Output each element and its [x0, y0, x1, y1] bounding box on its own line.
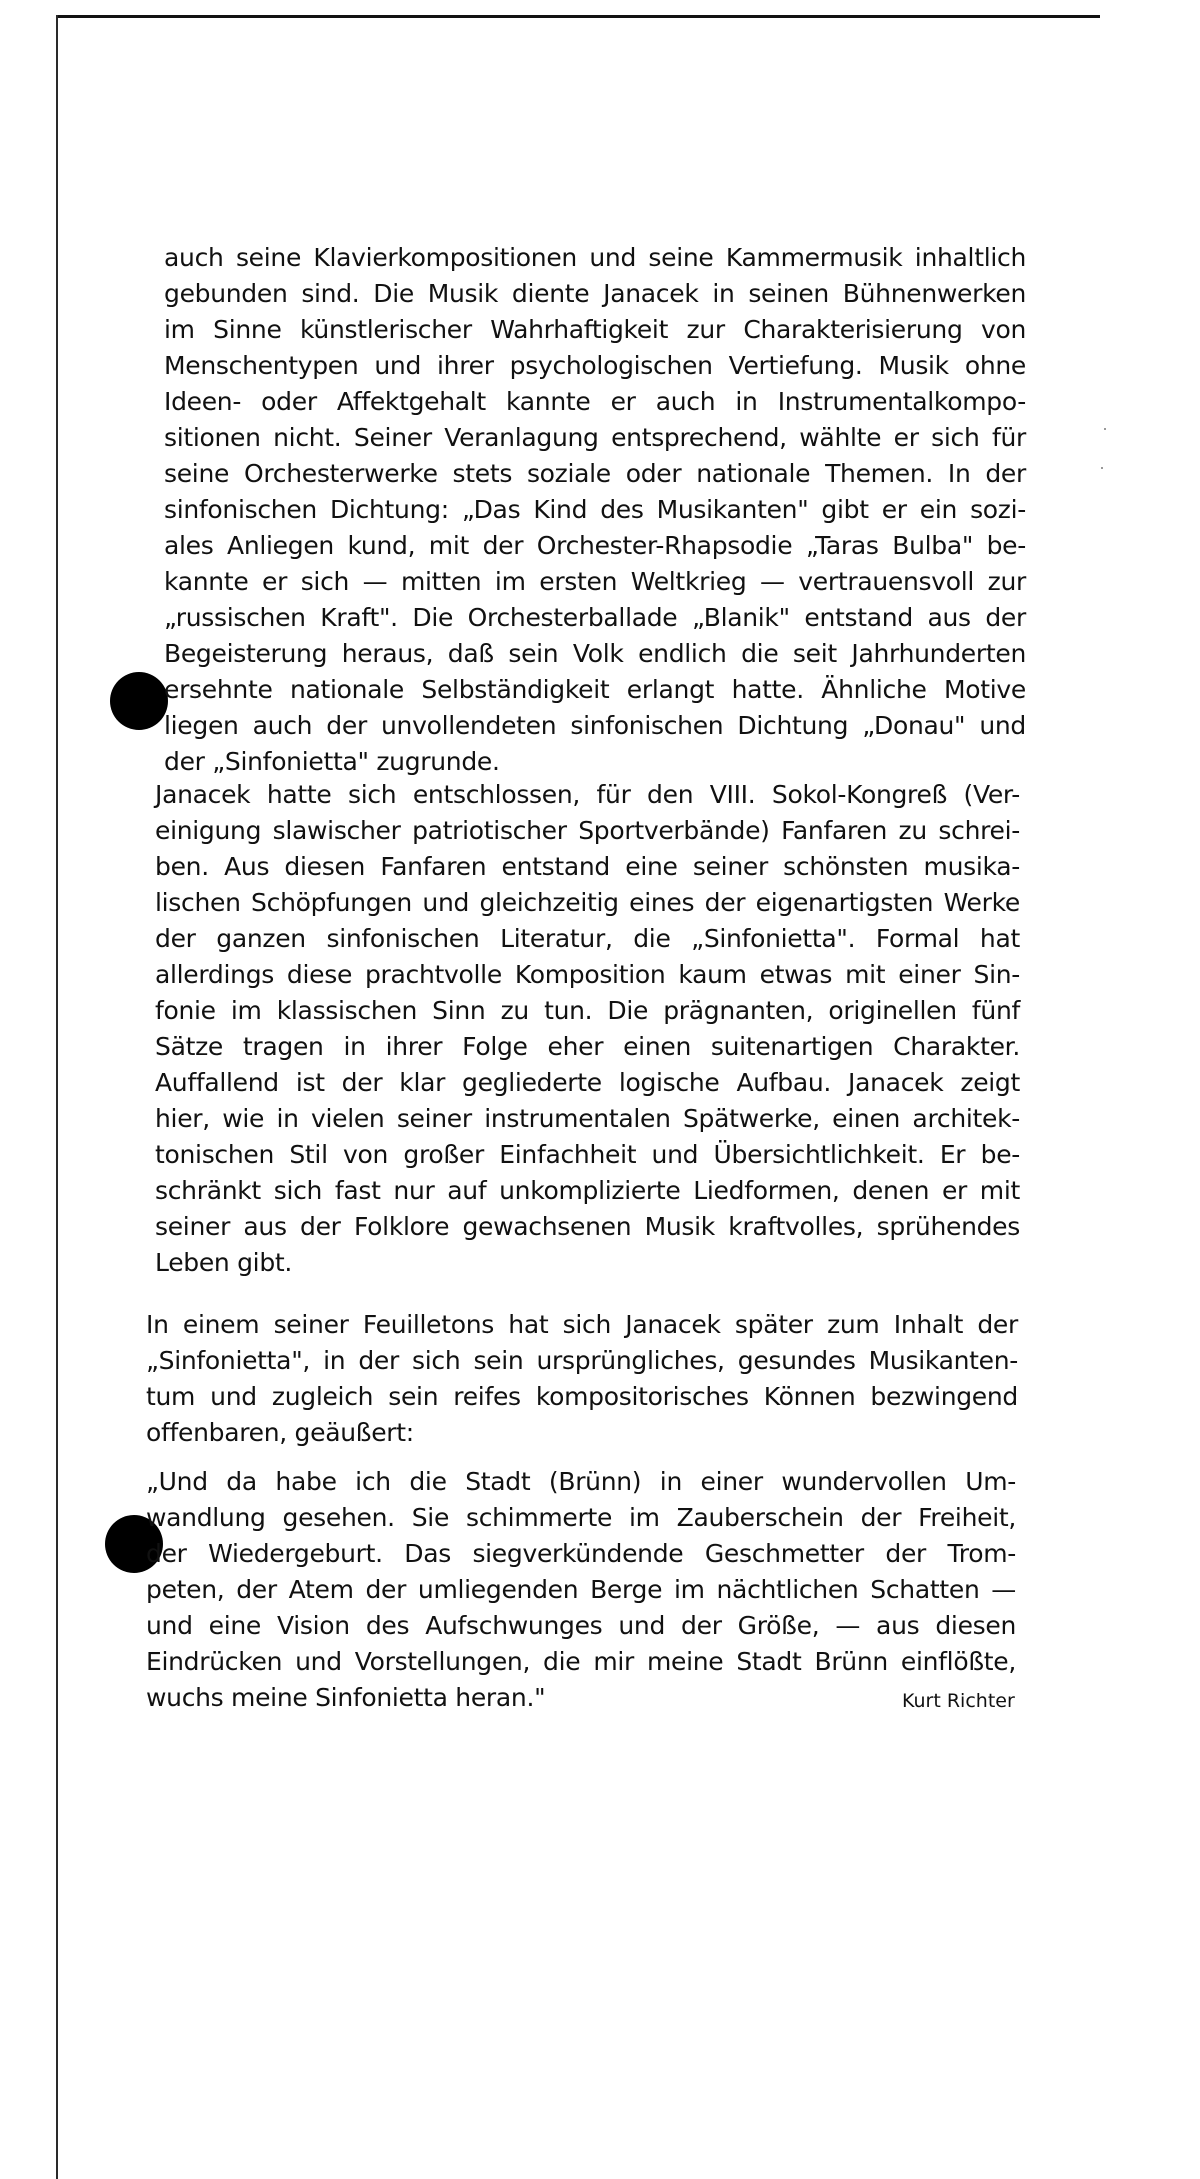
paragraph-2-line: Leben gibt.	[155, 1248, 293, 1277]
paragraph-2-line: der ganzen sinfonischen Literatur, die „Sinfonietta". Formal hat	[155, 924, 1020, 953]
paragraph-1-line: ersehnte nationale Selbständigkeit erlangt hatte. Ähnliche Motive	[164, 675, 1026, 704]
quote-line: und eine Vision des Aufschwunges und der Größe, — aus diesen	[146, 1611, 1016, 1640]
paragraph-2-line: schränkt sich fast nur auf unkomplizierte Liedformen, denen er mit	[155, 1176, 1020, 1205]
paragraph-3-line: „Sinfonietta", in der sich sein ursprüngliches, gesundes Musikanten-	[146, 1346, 1018, 1375]
left-page-edge	[56, 15, 58, 2179]
quote-line: der Wiedergeburt. Das siegverkündende Geschmetter der Trom-	[146, 1539, 1016, 1568]
scan-speck	[1101, 467, 1103, 469]
paragraph-1-line: im Sinne künstlerischer Wahrhaftigkeit zur Charakterisierung von	[164, 315, 1026, 344]
paragraph-3-line: In einem seiner Feuilletons hat sich Janacek später zum Inhalt der	[146, 1310, 1018, 1339]
quote-line: wuchs meine Sinfonietta heran."	[146, 1683, 546, 1712]
paragraph-1-line: der „Sinfonietta" zugrunde.	[164, 747, 500, 776]
paragraph-1-line: Ideen- oder Affektgehalt kannte er auch in Instrumentalkompo-	[164, 387, 1026, 416]
paragraph-1-line: ales Anliegen kund, mit der Orchester-Rhapsodie „Taras Bulba" be-	[164, 531, 1026, 560]
paragraph-2-line: seiner aus der Folklore gewachsenen Musik kraftvolles, sprühendes	[155, 1212, 1020, 1241]
paragraph-1-line: sinfonischen Dichtung: „Das Kind des Musikanten" gibt er ein sozi-	[164, 495, 1026, 524]
paragraph-2-line: lischen Schöpfungen und gleichzeitig eines der eigenartigsten Werke	[155, 888, 1020, 917]
quote-line: Eindrücken und Vorstellungen, die mir meine Stadt Brünn einflößte,	[146, 1647, 1016, 1676]
paragraph-2-line: fonie im klassischen Sinn zu tun. Die prägnanten, originellen fünf	[155, 996, 1020, 1025]
paragraph-2-line: tonischen Stil von großer Einfachheit und Übersichtlichkeit. Er be-	[155, 1140, 1020, 1169]
quote-line: peten, der Atem der umliegenden Berge im nächtlichen Schatten —	[146, 1575, 1016, 1604]
punch-hole-upper	[110, 672, 168, 730]
paragraph-1-line: kannte er sich — mitten im ersten Weltkrieg — vertrauensvoll zur	[164, 567, 1026, 596]
paragraph-1-line: seine Orchesterwerke stets soziale oder nationale Themen. In der	[164, 459, 1026, 488]
paragraph-2-line: einigung slawischer patriotischer Sportverbände) Fanfaren zu schrei-	[155, 816, 1020, 845]
paragraph-1-line: Menschentypen und ihrer psychologischen Vertiefung. Musik ohne	[164, 351, 1026, 380]
paragraph-3-line: tum und zugleich sein reifes kompositorisches Können bezwingend	[146, 1382, 1018, 1411]
paragraph-2-line: allerdings diese prachtvolle Komposition kaum etwas mit einer Sin-	[155, 960, 1020, 989]
paragraph-1-line: sitionen nicht. Seiner Veranlagung entsprechend, wählte er sich für	[164, 423, 1026, 452]
paragraph-1-line: „russischen Kraft". Die Orchesterballade „Blanik" entstand aus der	[164, 603, 1026, 632]
paragraph-2-line: Auffallend ist der klar gegliederte logische Aufbau. Janacek zeigt	[155, 1068, 1020, 1097]
quote-line: wandlung gesehen. Sie schimmerte im Zauberschein der Freiheit,	[146, 1503, 1016, 1532]
paragraph-1-line: liegen auch der unvollendeten sinfonischen Dichtung „Donau" und	[164, 711, 1026, 740]
paragraph-2-line: hier, wie in vielen seiner instrumentalen Spätwerke, einen architek-	[155, 1104, 1020, 1133]
paragraph-1-line: Begeisterung heraus, daß sein Volk endlich die seit Jahrhunderten	[164, 639, 1026, 668]
paragraph-2-line: ben. Aus diesen Fanfaren entstand eine seiner schönsten musika-	[155, 852, 1020, 881]
paragraph-2-line: Janacek hatte sich entschlossen, für den VIII. Sokol-Kongreß (Ver-	[155, 780, 1020, 809]
paragraph-1-line: gebunden sind. Die Musik diente Janacek in seinen Bühnenwerken	[164, 279, 1026, 308]
quote-line: „Und da habe ich die Stadt (Brünn) in einer wundervollen Um-	[146, 1467, 1016, 1496]
paragraph-2-line: Sätze tragen in ihrer Folge eher einen suitenartigen Charakter.	[155, 1032, 1020, 1061]
top-border-rule	[56, 15, 1100, 18]
scan-speck	[1104, 428, 1106, 430]
paragraph-1-line: auch seine Klavierkompositionen und seine Kammermusik inhaltlich	[164, 243, 1026, 272]
paragraph-3-line: offenbaren, geäußert:	[146, 1418, 414, 1447]
author-signature: Kurt Richter	[902, 1690, 1015, 1712]
